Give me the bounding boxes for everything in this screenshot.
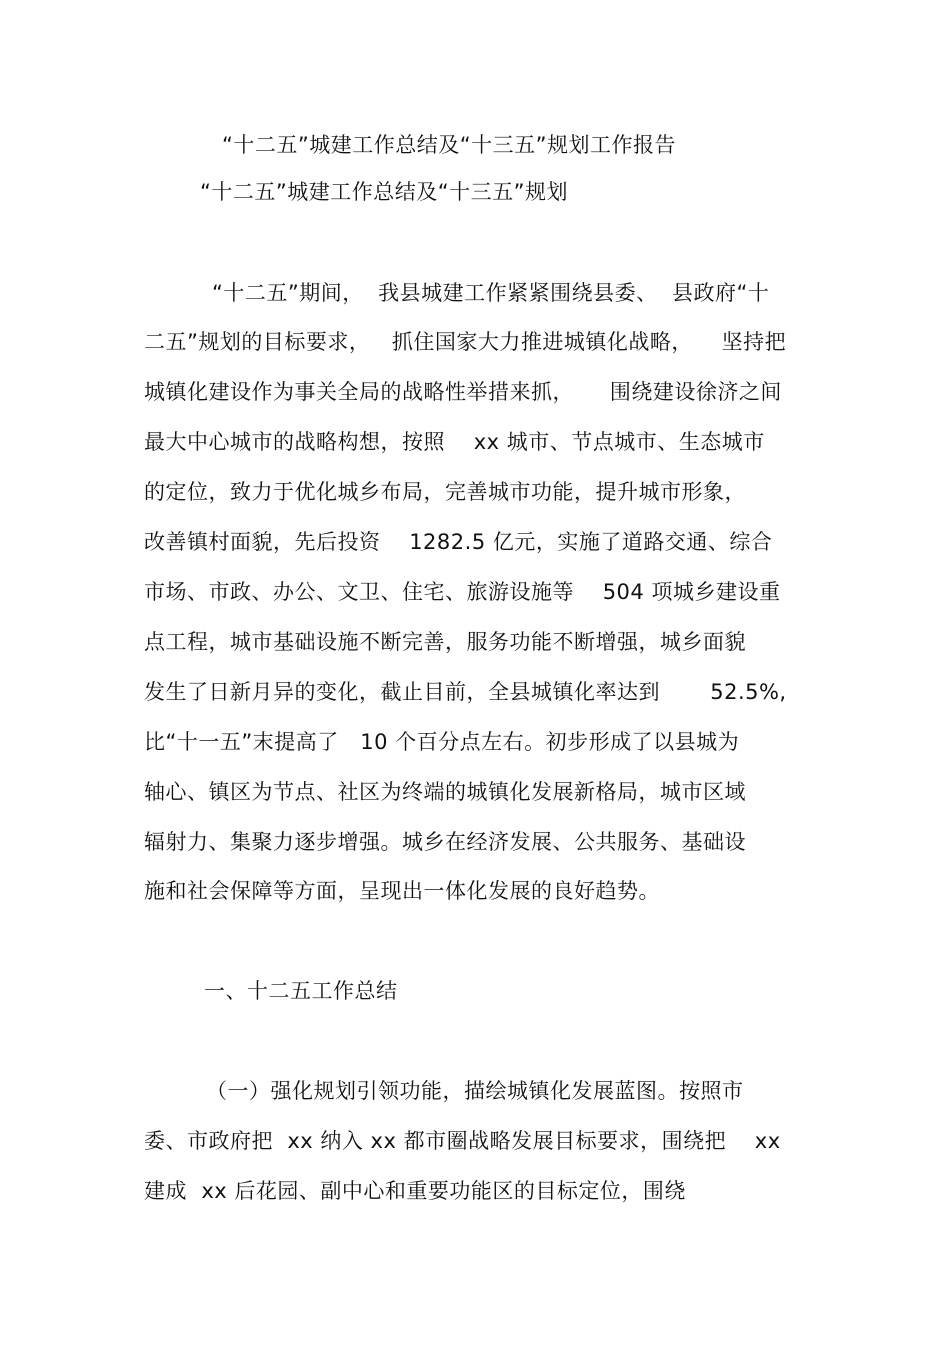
intro-line: “十二五”期间， 我县城建工作紧紧围绕县委、 县政府“十 <box>212 281 770 305</box>
document-subtitle: “十二五”城建工作总结及“十三五”规划 <box>200 180 569 204</box>
intro-line: 比“十一五”末提高了 10 个百分点左右。初步形成了以县城为 <box>144 730 740 754</box>
intro-line: 轴心、镇区为节点、社区为终端的城镇化发展新格局，城市区域 <box>144 780 746 804</box>
intro-line: 城镇化建设作为事关全局的战略性举措来抓， 围绕建设徐济之间 <box>144 380 782 404</box>
section-paragraph-line: （一）强化规划引领功能，描绘城镇化发展蓝图。按照市 <box>206 1079 744 1103</box>
intro-line: 二五”规划的目标要求， 抓住国家大力推进城镇化战略， 坚持把 <box>144 330 787 354</box>
section-heading: 一、十二五工作总结 <box>204 979 398 1003</box>
document-title: “十二五”城建工作总结及“十三五”规划工作报告 <box>222 133 677 157</box>
section-paragraph-line: 委、市政府把 xx 纳入 xx 都市圈战略发展目标要求，围绕把 xx <box>144 1129 781 1153</box>
intro-line: 改善镇村面貌，先后投资 1282.5 亿元，实施了道路交通、综合 <box>144 530 773 554</box>
intro-line: 施和社会保障等方面，呈现出一体化发展的良好趋势。 <box>144 879 660 903</box>
intro-line: 点工程，城市基础设施不断完善，服务功能不断增强，城乡面貌 <box>144 630 746 654</box>
intro-line: 市场、市政、办公、文卫、住宅、旅游设施等 504 项城乡建设重 <box>144 580 781 604</box>
intro-line: 发生了日新月异的变化，截止目前，全县城镇化率达到 52.5%, <box>144 680 787 704</box>
intro-line: 辐射力、集聚力逐步增强。城乡在经济发展、公共服务、基础设 <box>144 830 746 854</box>
section-paragraph-line: 建成 xx 后花园、副中心和重要功能区的目标定位，围绕 <box>144 1179 686 1203</box>
intro-line: 最大中心城市的战略构想，按照 xx 城市、节点城市、生态城市 <box>144 430 765 454</box>
intro-line: 的定位，致力于优化城乡布局，完善城市功能，提升城市形象， <box>144 480 746 504</box>
